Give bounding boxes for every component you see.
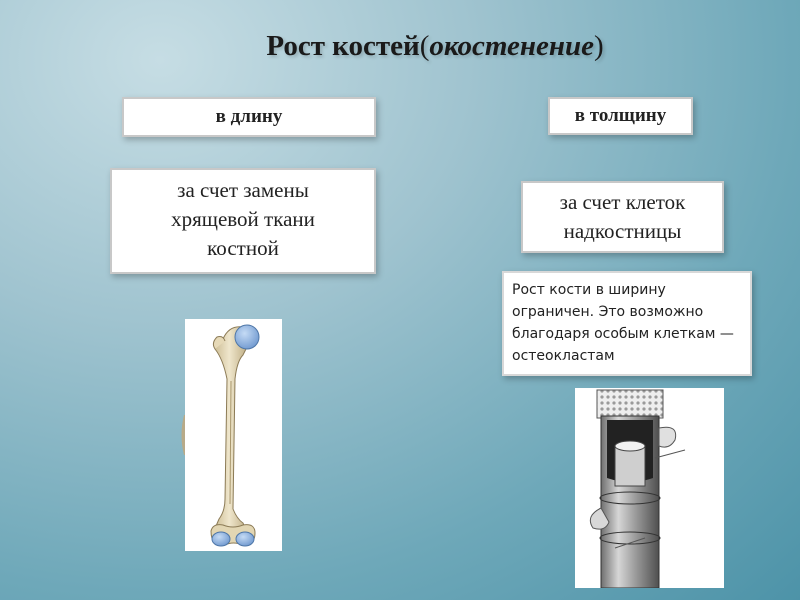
length-header-label: в длину [215, 106, 283, 127]
length-description-box: за счет замены хрящевой ткани костной [110, 168, 376, 274]
osteoclast-note-box: Рост кости в ширину ограничен. Это возможно благодаря особым клеткам — остеокластам [502, 271, 752, 376]
bone-cross-section-illustration [575, 388, 724, 588]
title-paren-open: ( [419, 30, 430, 62]
title-italic: окостенение [429, 30, 594, 62]
femur-illustration [185, 319, 282, 551]
thickness-header-label: в толщину [574, 105, 667, 126]
slide-title [0, 30, 800, 63]
title-main: Рост костей [266, 30, 420, 62]
thickness-description-box: за счет клеток надкостницы [521, 181, 724, 253]
length-header-box [122, 97, 376, 137]
thickness-header-box [548, 97, 693, 135]
title-paren-close: ) [593, 30, 604, 62]
